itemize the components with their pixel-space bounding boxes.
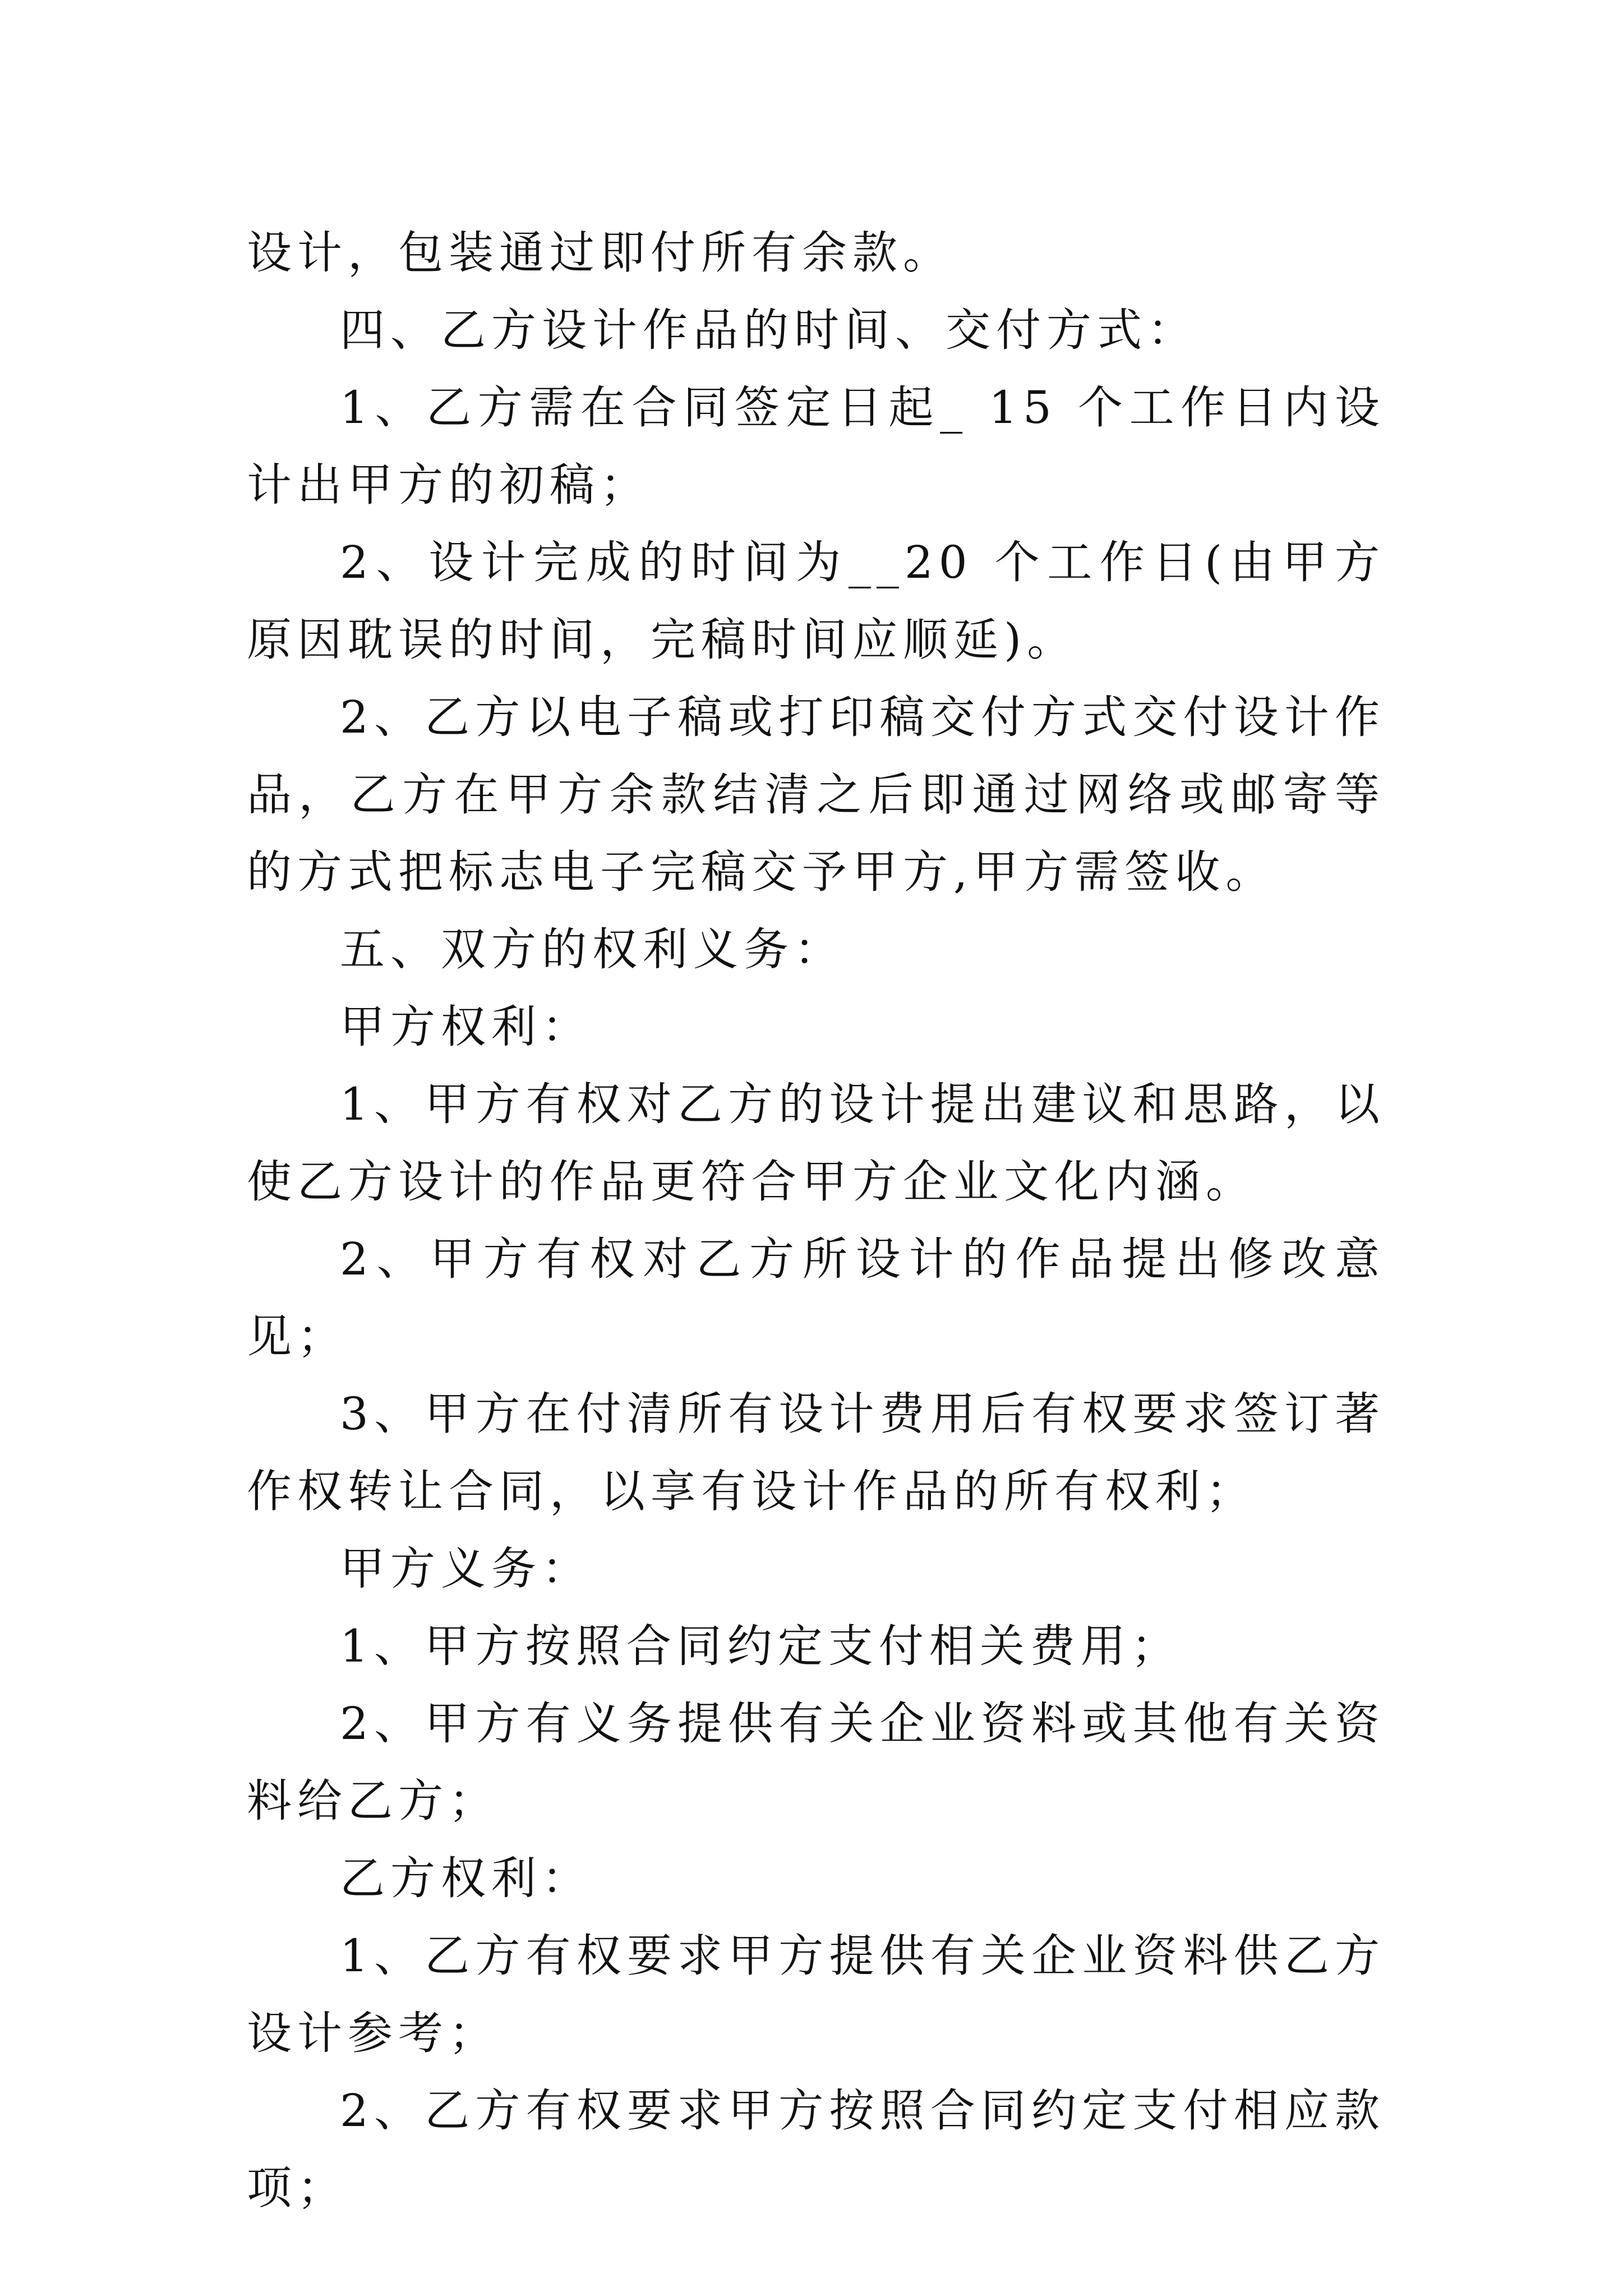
section-heading-rights-obligations: 五、双方的权利义务：: [340, 923, 845, 976]
paragraph-a-right-3: 3、甲方在付清所有设计费用后有权要求签订著作权转让合同，以享有设计作品的所有权利；: [247, 1388, 1385, 1517]
paragraph-delivery-method: 2、乙方以电子稿或打印稿交付方式交付设计作品，乙方在甲方余款结清之后即通过网络或邮寄等的方式把标志电子完稿交予甲方,甲方需签收。: [247, 691, 1385, 898]
paragraph-b-right-2: 2、乙方有权要求甲方按照合同约定支付相应款项；: [247, 2085, 1385, 2214]
paragraph-a-right-1: 1、甲方有权对乙方的设计提出建议和思路，以使乙方设计的作品更符合甲方企业文化内涵。: [247, 1078, 1385, 1208]
paragraph-a-right-2: 2、甲方有权对乙方所设计的作品提出修改意见；: [247, 1233, 1385, 1363]
paragraph-a-obligation-2: 2、甲方有义务提供有关企业资料或其他有关资料给乙方；: [247, 1697, 1385, 1827]
subheading-party-a-rights: 甲方权利：: [340, 1001, 592, 1053]
subheading-party-a-obligations: 甲方义务：: [340, 1543, 592, 1595]
subheading-party-b-rights: 乙方权利：: [340, 1852, 592, 1904]
paragraph-draft-deadline: 1、乙方需在合同签定日起_ 15 个工作日内设计出甲方的初稿；: [247, 381, 1385, 511]
paragraph-b-right-1: 1、乙方有权要求甲方提供有关企业资料供乙方设计参考；: [247, 1930, 1385, 2059]
section-heading-delivery: 四、乙方设计作品的时间、交付方式：: [340, 304, 1198, 356]
paragraph-completion-time: 2、设计完成的时间为__20 个工作日(由甲方原因耽误的时间，完稿时间应顺延)。: [247, 536, 1385, 666]
paragraph-payment-tail: 设计，包装通过即付所有余款。: [247, 227, 953, 279]
document-body: [247, 214, 1385, 2227]
paragraph-a-obligation-1: 1、甲方按照合同约定支付相关费用；: [340, 1620, 1182, 1672]
